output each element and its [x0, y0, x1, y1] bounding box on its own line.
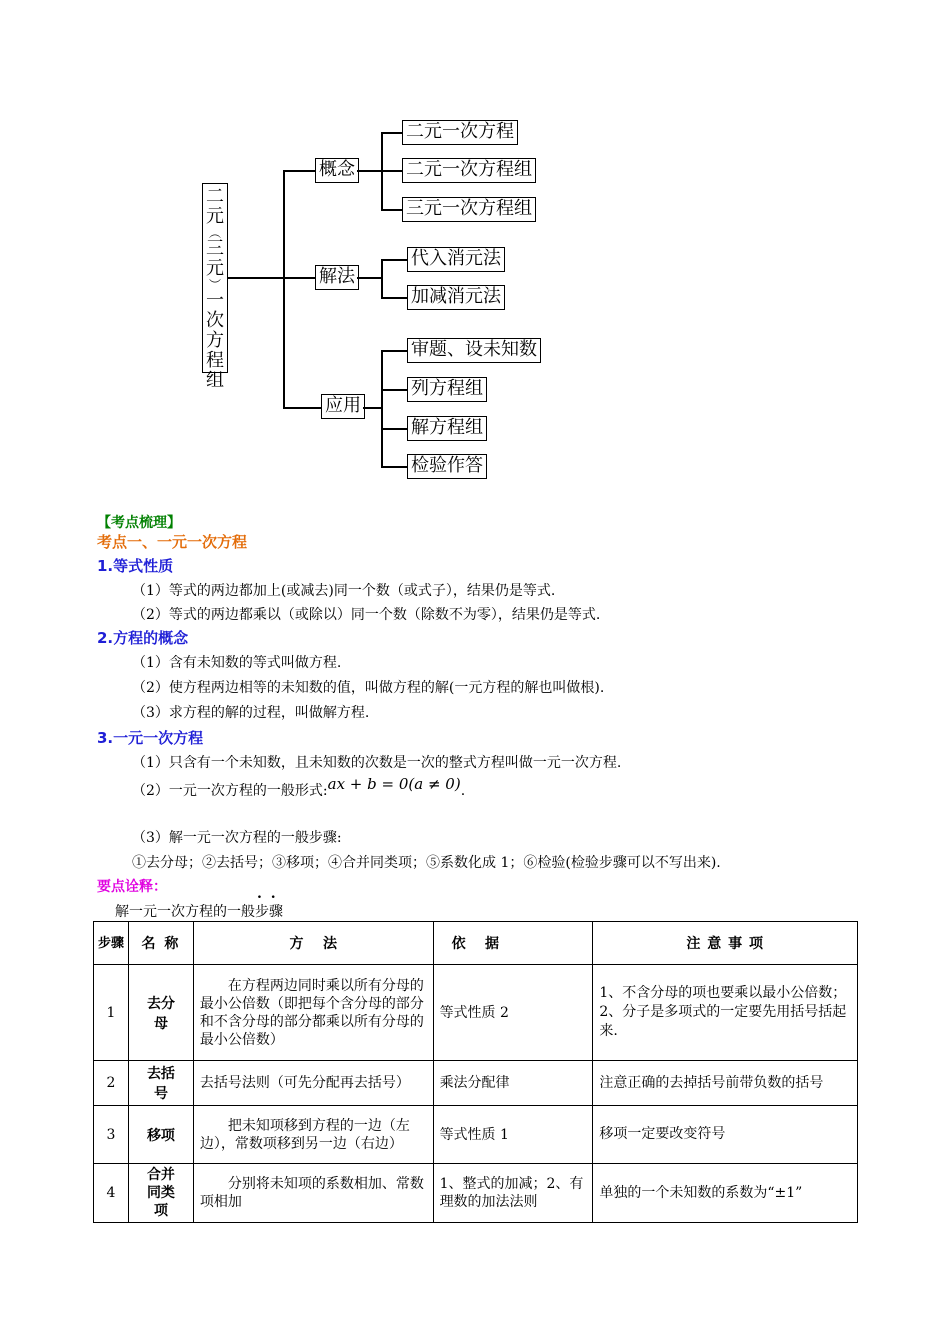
root-char: 组 [206, 370, 224, 391]
node-concept-2: 二元一次方程组 [402, 158, 536, 183]
paragraph: （3）求方程的解的过程，叫做解方程. [132, 705, 370, 721]
topic-title: 考点一、一元一次方程 [97, 533, 248, 551]
paragraph [132, 775, 466, 800]
connector-line [381, 466, 408, 468]
step-cell: 4 [94, 1164, 129, 1223]
connector-line [381, 428, 408, 430]
note-cell: 注意正确的去掉括号前带负数的括号 [593, 1061, 858, 1106]
name-cell: 去括号 [128, 1061, 193, 1106]
table-header-row [94, 922, 858, 965]
node-application-2: 列方程组 [407, 377, 487, 402]
root-char: 一 [206, 290, 224, 311]
connector-line [381, 132, 403, 134]
subsection-title: 2.方程的概念 [97, 629, 189, 647]
node-application-4: 检验作答 [407, 454, 487, 479]
connector-line [228, 277, 284, 279]
note-cell: 1、不含分母的项也要乘以最小公倍数；2、分子是多项式的一定要先用括号括起来. [593, 965, 858, 1061]
subsection-title: 3.一元一次方程 [97, 729, 204, 747]
connector-line [381, 350, 383, 467]
root-char: ︵ [208, 226, 221, 240]
subsection-title: 1.等式性质 [97, 557, 174, 575]
paragraph: （1）含有未知数的等式叫做方程. [132, 655, 342, 671]
basis-cell: 等式性质 2 [433, 965, 593, 1061]
connector-line [357, 170, 381, 172]
paragraph: （2）使方程两边相等的未知数的值，叫做方程的解(一元方程的解也叫做根). [132, 680, 605, 696]
node-solution-2: 加减消元法 [407, 285, 505, 310]
table-row [94, 1106, 858, 1164]
table-row [94, 1164, 858, 1223]
table-row [94, 1061, 858, 1106]
step-cell: 1 [94, 965, 129, 1061]
connector-line [381, 297, 408, 299]
paragraph: （1）等式的两边都加上(或减去)同一个数（或式子），结果仍是等式. [132, 583, 556, 599]
connector-line [381, 209, 403, 211]
paragraph-text: . [460, 783, 466, 799]
name-cell: 移项 [128, 1106, 193, 1164]
root-char: ︶ [208, 278, 221, 292]
connector-line [357, 277, 381, 279]
method-cell: 在方程两边同时乘以所有分母的最小公倍数（即把每个含分母的部分和不含分母的部分都乘以所有分母的最小公倍数） [193, 965, 433, 1061]
root-char: 二 [206, 186, 224, 207]
method-cell: 把未知项移到方程的一边（左边），常数项移到另一边（右边） [193, 1106, 433, 1164]
note-cell: 单独的一个未知数的系数为“±1” [593, 1164, 858, 1223]
root-char: 三 [206, 238, 224, 259]
method-cell: 分别将未知项的系数相加、常数项相加 [193, 1164, 433, 1223]
header-cell: 注 意 事 项 [593, 922, 858, 965]
emphasis-dots: . . [257, 886, 278, 902]
header-cell: 名 称 [128, 922, 193, 965]
basis-cell: 等式性质 1 [433, 1106, 593, 1164]
branch-solution: 解法 [315, 265, 359, 290]
steps-table [93, 921, 858, 1223]
root-char: 元 [206, 206, 224, 227]
connector-line [283, 277, 315, 279]
basis-cell: 乘法分配律 [433, 1061, 593, 1106]
connector-line [381, 350, 408, 352]
key-points-title: 要点诠释： [97, 879, 167, 895]
connector-line [283, 170, 285, 408]
root-char: 程 [206, 350, 224, 371]
equation-formula: ax + b = 0(a ≠ 0) [327, 775, 461, 793]
mindmap-root [202, 183, 228, 391]
root-char: 元 [206, 258, 224, 279]
root-char: 方 [206, 330, 224, 351]
section-title: 【考点梳理】 [97, 515, 181, 531]
node-application-1: 审题、设未知数 [407, 338, 541, 363]
connector-line [381, 389, 408, 391]
paragraph: ①去分母；②去括号；③移项；④合并同类项；⑤系数化成 1；⑥检验(检验步骤可以不写出来). [132, 855, 721, 871]
connector-line [363, 407, 381, 409]
method-cell: 去括号法则（可先分配再去括号） [193, 1061, 433, 1106]
paragraph: （3）解一元一次方程的一般步骤: [132, 830, 342, 846]
header-cell: 方 法 [193, 922, 433, 965]
basis-cell: 1、整式的加减；2、有理数的加法法则 [433, 1164, 593, 1223]
name-cell: 合并同类项 [128, 1164, 193, 1223]
node-concept-1: 二元一次方程 [402, 120, 518, 145]
paragraph: （1）只含有一个未知数，且未知数的次数是一次的整式方程叫做一元一次方程. [132, 755, 622, 771]
note-cell: 移项一定要改变符号 [593, 1106, 858, 1164]
step-cell: 3 [94, 1106, 129, 1164]
connector-line [381, 170, 403, 172]
table-caption: 解一元一次方程的一般步骤 [115, 904, 283, 920]
connector-line [283, 170, 315, 172]
node-solution-1: 代入消元法 [407, 247, 505, 272]
connector-line [283, 407, 321, 409]
table-row [94, 965, 858, 1061]
paragraph-text: （2）一元一次方程的一般形式: [132, 783, 328, 799]
name-cell: 去分母 [128, 965, 193, 1061]
node-concept-3: 三元一次方程组 [402, 197, 536, 222]
connector-line [381, 259, 383, 298]
paragraph: （2）等式的两边都乘以（或除以）同一个数（除数不为零），结果仍是等式. [132, 607, 601, 623]
connector-line [381, 259, 408, 261]
root-char: 次 [206, 310, 224, 331]
node-application-3: 解方程组 [407, 416, 487, 441]
header-cell: 依 据 [433, 922, 593, 965]
branch-application: 应用 [321, 394, 365, 419]
step-cell: 2 [94, 1061, 129, 1106]
branch-concept: 概念 [315, 158, 359, 183]
header-cell: 步骤 [94, 922, 129, 965]
